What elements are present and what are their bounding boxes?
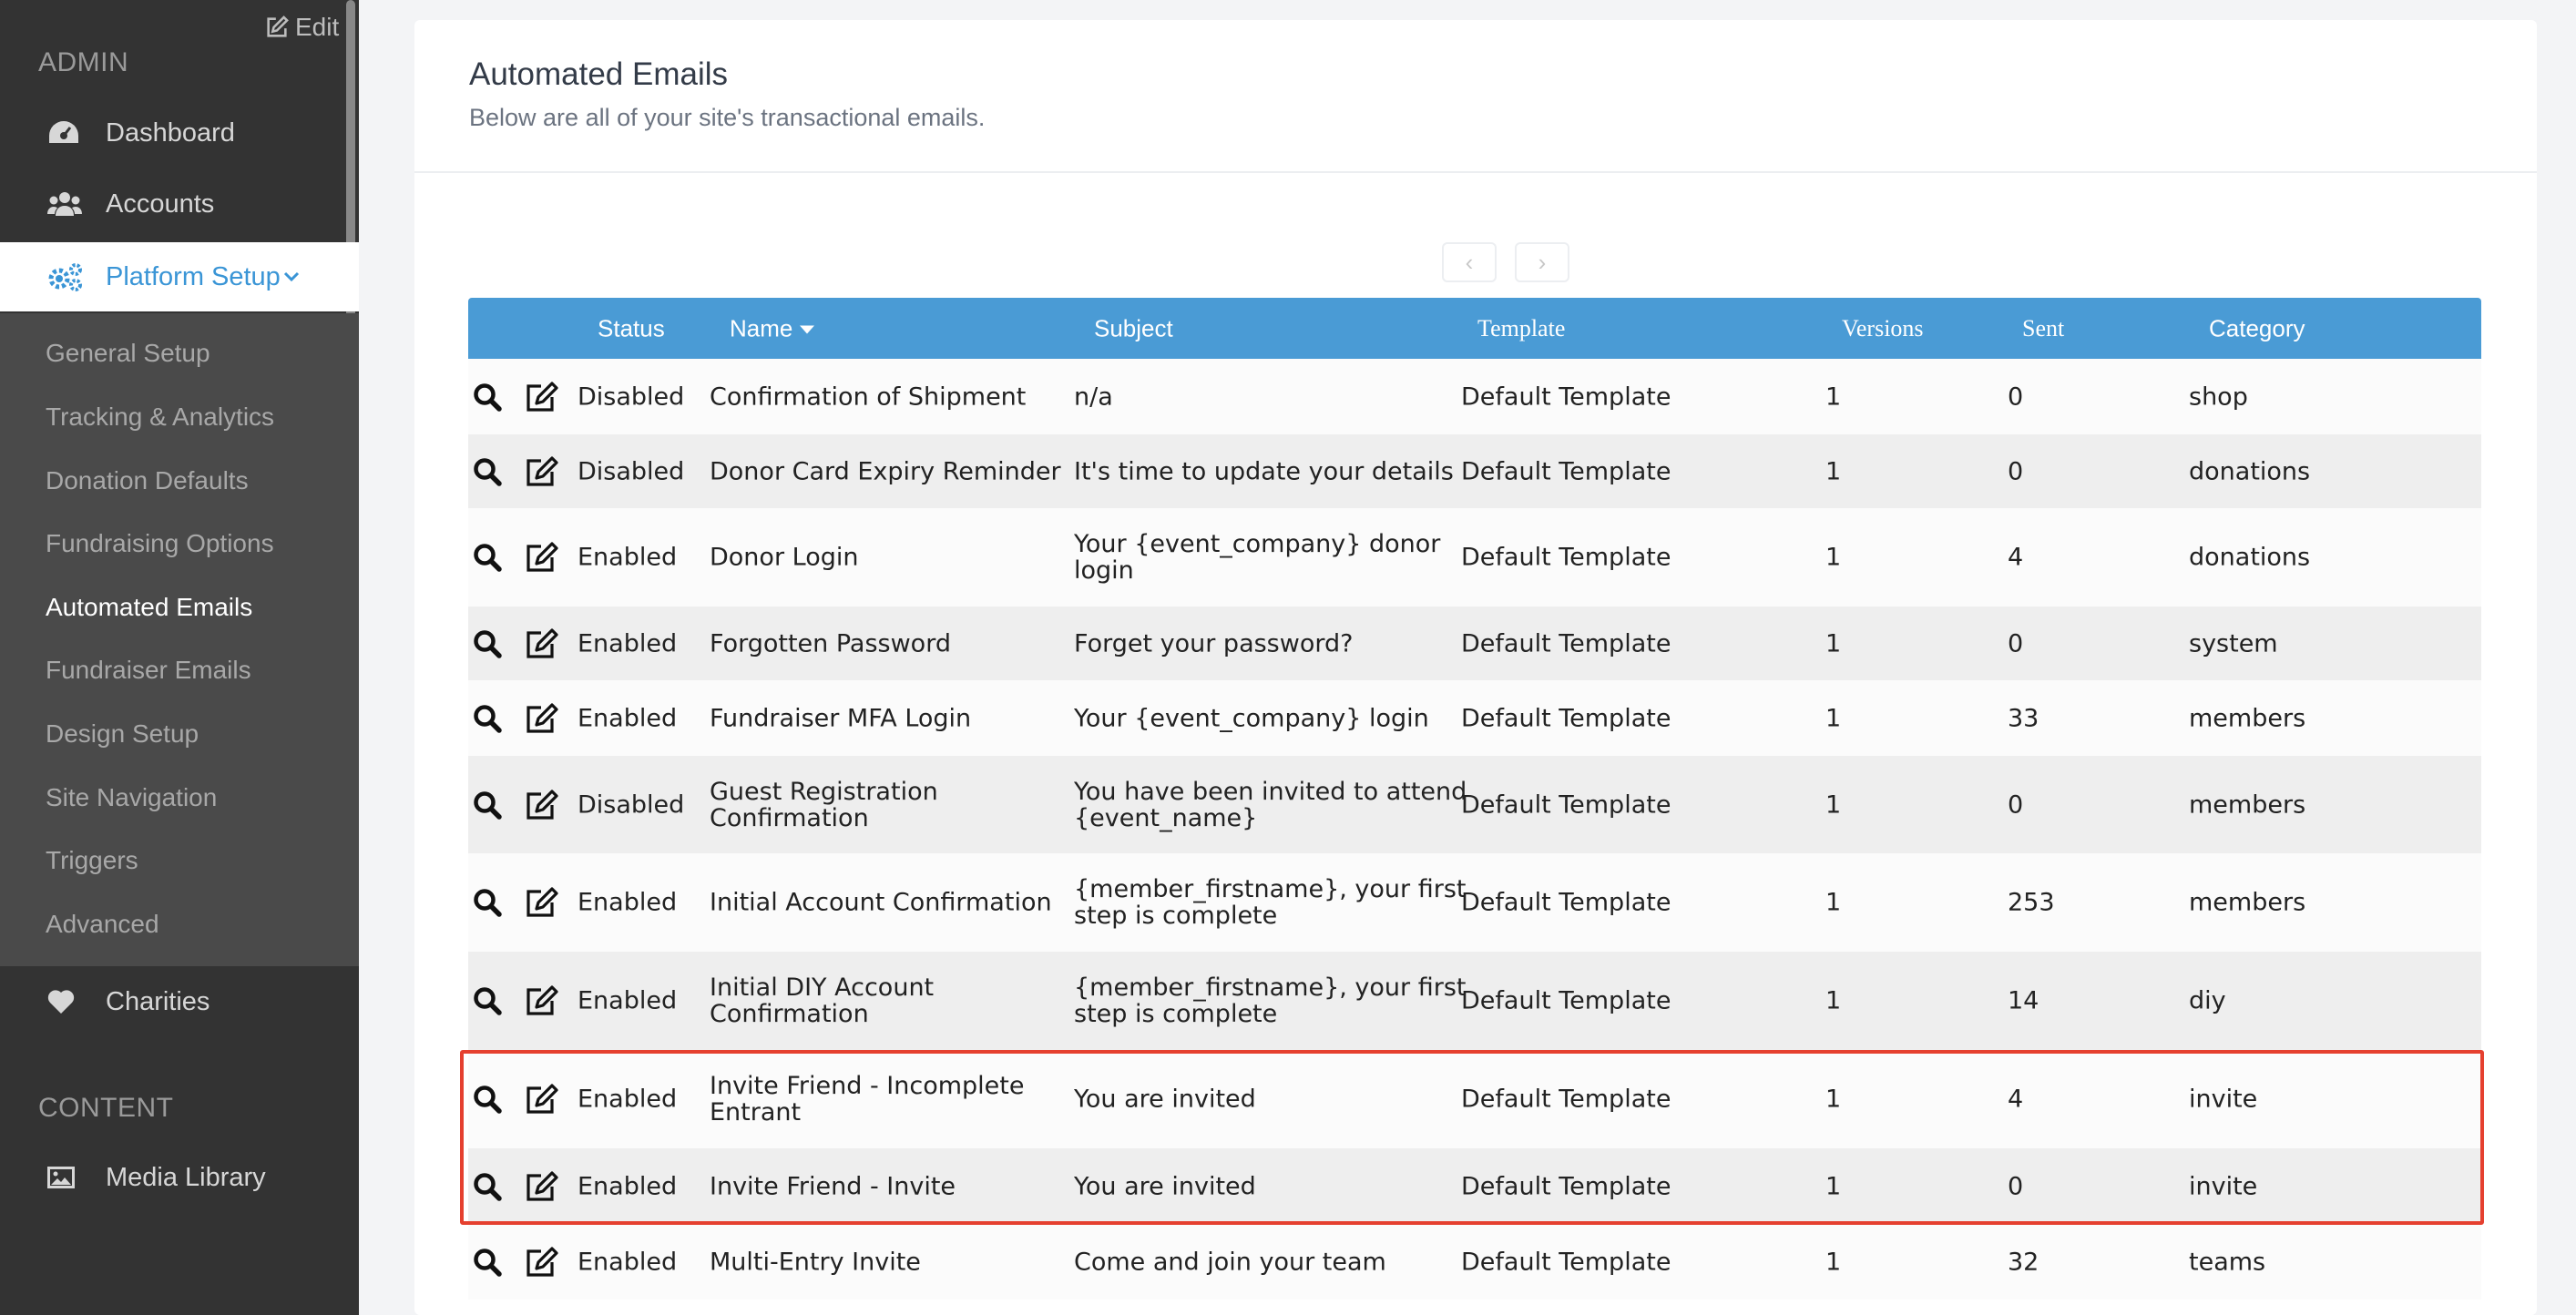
edit-icon xyxy=(525,1247,559,1278)
edit-button[interactable] xyxy=(525,1084,559,1115)
column-versions[interactable]: Versions xyxy=(1842,314,1924,341)
edit-icon xyxy=(525,790,559,821)
search-icon xyxy=(473,629,502,658)
row-name-line: Confirmation of Shipment xyxy=(710,382,1027,411)
admin-section-label: ADMIN xyxy=(38,47,129,77)
edit-icon xyxy=(525,703,559,734)
submenu-triggers[interactable]: Triggers xyxy=(46,846,138,874)
row-subject-line: {event_name} xyxy=(1074,803,1258,832)
nav-dashboard[interactable] xyxy=(0,98,359,168)
row-name-line: Invite Friend - Incomplete xyxy=(710,1072,1025,1100)
edit-button[interactable] xyxy=(525,1247,559,1278)
row-subject xyxy=(1074,1249,1386,1275)
row-versions: 1 xyxy=(1825,704,1842,732)
submenu-tracking-analytics[interactable]: Tracking & Analytics xyxy=(46,403,275,431)
row-subject-line: n/a xyxy=(1074,382,1113,411)
edit-icon xyxy=(525,456,559,487)
row-category: shop xyxy=(2189,382,2248,411)
submenu-donation-defaults[interactable]: Donation Defaults xyxy=(46,466,249,494)
row-sent: 0 xyxy=(2008,790,2024,819)
row-sent: 33 xyxy=(2008,704,2039,732)
row-template: Default Template xyxy=(1461,1248,1671,1276)
row-name xyxy=(710,974,934,1027)
submenu-site-navigation[interactable]: Site Navigation xyxy=(46,783,218,811)
row-subject xyxy=(1074,531,1440,584)
row-status: Enabled xyxy=(578,1085,678,1114)
table-row xyxy=(468,1050,2481,1148)
nav-media-library-label: Media Library xyxy=(106,1162,266,1192)
row-name xyxy=(710,779,938,831)
row-versions: 1 xyxy=(1825,382,1842,411)
search-icon xyxy=(473,888,502,917)
row-template: Default Template xyxy=(1461,888,1671,917)
row-status: Enabled xyxy=(578,1248,678,1276)
row-subject-line: It's time to update your details xyxy=(1074,457,1454,485)
search-icon xyxy=(473,457,502,486)
row-category: diy xyxy=(2189,986,2226,1015)
row-name-line: Entrant xyxy=(710,1098,802,1126)
row-subject xyxy=(1074,1173,1256,1199)
row-name-line: Confirmation xyxy=(710,1000,869,1028)
edit-icon xyxy=(525,985,559,1016)
row-versions: 1 xyxy=(1825,1085,1842,1114)
view-button[interactable] xyxy=(473,704,502,733)
page-title: Automated Emails xyxy=(469,56,729,92)
edit-icon xyxy=(525,628,559,659)
row-subject-line: {member_firstname}, your first xyxy=(1074,875,1467,903)
row-name-line: Donor Login xyxy=(710,543,859,572)
row-sent: 253 xyxy=(2008,888,2055,917)
row-subject xyxy=(1074,974,1466,1027)
view-button[interactable] xyxy=(473,888,502,917)
row-template: Default Template xyxy=(1461,457,1671,485)
row-template: Default Template xyxy=(1461,1172,1671,1200)
row-status: Disabled xyxy=(578,457,685,485)
row-subject-line: step is complete xyxy=(1074,1000,1278,1028)
row-name-line: Invite Friend - Invite xyxy=(710,1172,956,1200)
table-row xyxy=(468,680,2481,756)
edit-button[interactable] xyxy=(525,542,559,573)
view-button[interactable] xyxy=(473,790,502,820)
row-name-line: Initial DIY Account xyxy=(710,974,935,1002)
row-name-line: Forgotten Password xyxy=(710,629,951,658)
row-subject-line: step is complete xyxy=(1074,902,1278,930)
search-icon xyxy=(473,1085,502,1114)
row-template: Default Template xyxy=(1461,382,1671,411)
row-status: Enabled xyxy=(578,704,678,732)
row-subject xyxy=(1074,630,1353,657)
pager-prev-button[interactable]: ‹ xyxy=(1442,242,1497,282)
table-header xyxy=(468,298,2481,359)
row-subject-line: Your {event_company} login xyxy=(1074,704,1429,732)
platform-setup-submenu xyxy=(0,313,359,966)
row-status: Enabled xyxy=(578,543,678,572)
row-subject xyxy=(1074,383,1113,410)
search-icon xyxy=(473,1172,502,1201)
row-name xyxy=(710,705,971,731)
row-name xyxy=(710,545,858,571)
table-row xyxy=(468,607,2481,680)
column-category[interactable]: Category xyxy=(2209,314,2305,341)
row-subject-line: You are invited xyxy=(1074,1085,1256,1114)
row-category: invite xyxy=(2189,1085,2258,1114)
row-name-line: Guest Registration xyxy=(710,777,938,806)
row-versions: 1 xyxy=(1825,888,1842,917)
row-subject-line: Come and join your team xyxy=(1074,1248,1386,1276)
row-sent: 32 xyxy=(2008,1248,2039,1276)
row-name xyxy=(710,1073,1024,1126)
search-icon xyxy=(473,986,502,1015)
table-body xyxy=(468,359,2481,1300)
edit-icon xyxy=(525,1171,559,1202)
row-versions: 1 xyxy=(1825,1248,1842,1276)
row-status: Enabled xyxy=(578,629,678,658)
edit-button[interactable] xyxy=(525,790,559,821)
row-name-line: Confirmation xyxy=(710,803,869,832)
submenu-general-setup[interactable]: General Setup xyxy=(46,339,210,367)
nav-platform-setup-label: Platform Setup xyxy=(106,261,281,291)
table-row xyxy=(468,508,2481,607)
users-icon xyxy=(47,190,82,218)
table-row xyxy=(468,1224,2481,1300)
search-icon xyxy=(473,704,502,733)
row-sent: 0 xyxy=(2008,457,2024,485)
gears-icon xyxy=(47,262,84,291)
row-sent: 0 xyxy=(2008,1172,2024,1200)
edit-button[interactable] xyxy=(525,1171,559,1202)
card-divider xyxy=(414,171,2537,173)
edit-button[interactable] xyxy=(525,985,559,1016)
view-button[interactable] xyxy=(473,629,502,658)
edit-label: Edit xyxy=(295,13,340,41)
nav-platform-setup[interactable] xyxy=(0,242,359,311)
row-versions: 1 xyxy=(1825,543,1842,572)
pager-next-button[interactable]: › xyxy=(1515,242,1569,282)
edit-link[interactable] xyxy=(264,13,339,42)
submenu-fundraiser-emails[interactable]: Fundraiser Emails xyxy=(46,656,251,684)
row-template: Default Template xyxy=(1461,790,1671,819)
row-category: donations xyxy=(2189,543,2311,572)
row-status: Disabled xyxy=(578,382,685,411)
nav-charities-label: Charities xyxy=(106,986,210,1016)
row-versions: 1 xyxy=(1825,629,1842,658)
view-button[interactable] xyxy=(473,457,502,486)
row-versions: 1 xyxy=(1825,986,1842,1015)
submenu-fundraising-options[interactable]: Fundraising Options xyxy=(46,529,274,557)
table-row xyxy=(468,952,2481,1050)
content-section-label: CONTENT xyxy=(38,1093,174,1123)
edit-button[interactable] xyxy=(525,628,559,659)
row-versions: 1 xyxy=(1825,457,1842,485)
edit-icon xyxy=(525,542,559,573)
view-button[interactable] xyxy=(473,1172,502,1201)
image-icon xyxy=(47,1167,75,1188)
column-template[interactable]: Template xyxy=(1477,314,1566,341)
edit-icon xyxy=(525,382,559,413)
row-name xyxy=(710,630,951,657)
edit-icon xyxy=(264,15,290,40)
table-row xyxy=(468,1148,2481,1224)
page-subtitle: Below are all of your site's transactional emails. xyxy=(469,104,986,131)
column-name[interactable] xyxy=(730,314,814,342)
row-subject xyxy=(1074,705,1429,731)
row-template: Default Template xyxy=(1461,629,1671,658)
row-sent: 0 xyxy=(2008,629,2024,658)
row-subject xyxy=(1074,1086,1256,1113)
row-subject xyxy=(1074,779,1467,831)
row-name-line: Donor Card Expiry Reminder xyxy=(710,457,1061,485)
row-subject-line: You have been invited to attend xyxy=(1074,777,1467,806)
row-category: donations xyxy=(2189,457,2311,485)
submenu-design-setup[interactable]: Design Setup xyxy=(46,719,199,748)
dashboard-icon xyxy=(47,119,80,147)
row-name xyxy=(710,1173,956,1199)
row-sent: 0 xyxy=(2008,382,2024,411)
table-row xyxy=(468,853,2481,952)
search-icon xyxy=(473,382,502,412)
emails-table xyxy=(468,298,2481,1300)
view-button[interactable] xyxy=(473,1085,502,1114)
nav-dashboard-label: Dashboard xyxy=(106,117,235,148)
row-status: Disabled xyxy=(578,790,685,819)
row-name xyxy=(710,383,1026,410)
heart-icon xyxy=(47,989,75,1014)
row-name-line: Multi-Entry Invite xyxy=(710,1248,921,1276)
row-category: members xyxy=(2189,790,2306,819)
search-icon xyxy=(473,790,502,820)
row-versions: 1 xyxy=(1825,1172,1842,1200)
edit-button[interactable] xyxy=(525,456,559,487)
row-sent: 4 xyxy=(2008,543,2024,572)
row-subject-line: Forget your password? xyxy=(1074,629,1354,658)
row-status: Enabled xyxy=(578,888,678,917)
sidebar xyxy=(0,0,359,1315)
row-sent: 14 xyxy=(2008,986,2039,1015)
view-button[interactable] xyxy=(473,543,502,572)
edit-icon xyxy=(525,1084,559,1115)
row-name xyxy=(710,1249,921,1275)
row-status: Enabled xyxy=(578,986,678,1015)
table-row xyxy=(468,359,2481,434)
submenu-automated-emails[interactable]: Automated Emails xyxy=(46,593,253,621)
view-button[interactable] xyxy=(473,1248,502,1277)
column-name-label: Name xyxy=(730,314,793,341)
row-sent: 4 xyxy=(2008,1085,2024,1114)
edit-button[interactable] xyxy=(525,703,559,734)
row-name xyxy=(710,458,1061,484)
row-subject-line: login xyxy=(1074,556,1134,585)
nav-charities[interactable] xyxy=(0,967,359,1036)
row-category: members xyxy=(2189,704,2306,732)
row-versions: 1 xyxy=(1825,790,1842,819)
row-template: Default Template xyxy=(1461,986,1671,1015)
row-subject-line: {member_firstname}, your first xyxy=(1074,974,1467,1002)
row-template: Default Template xyxy=(1461,1085,1671,1114)
row-name xyxy=(710,890,1052,916)
column-status[interactable]: Status xyxy=(598,314,665,341)
row-subject-line: Your {event_company} donor xyxy=(1074,530,1441,558)
edit-button[interactable] xyxy=(525,382,559,413)
search-icon xyxy=(473,1248,502,1277)
row-template: Default Template xyxy=(1461,543,1671,572)
edit-button[interactable] xyxy=(525,887,559,918)
table-row xyxy=(468,756,2481,853)
row-status: Enabled xyxy=(578,1172,678,1200)
row-template: Default Template xyxy=(1461,704,1671,732)
row-category: system xyxy=(2189,629,2278,658)
view-button[interactable] xyxy=(473,382,502,412)
sort-desc-icon xyxy=(800,326,814,334)
row-name-line: Fundraiser MFA Login xyxy=(710,704,972,732)
column-subject[interactable]: Subject xyxy=(1094,314,1173,341)
table-row xyxy=(468,434,2481,508)
row-subject xyxy=(1074,458,1454,484)
search-icon xyxy=(473,543,502,572)
column-sent[interactable]: Sent xyxy=(2022,314,2065,341)
nav-media-library[interactable] xyxy=(0,1143,359,1212)
nav-accounts-label: Accounts xyxy=(106,189,215,219)
chevron-down-icon xyxy=(282,268,301,286)
row-category: members xyxy=(2189,888,2306,917)
row-subject-line: You are invited xyxy=(1074,1172,1256,1200)
row-category: invite xyxy=(2189,1172,2258,1200)
submenu-advanced[interactable]: Advanced xyxy=(46,910,159,938)
edit-icon xyxy=(525,887,559,918)
row-subject xyxy=(1074,876,1466,929)
nav-accounts[interactable] xyxy=(0,169,359,239)
row-category: teams xyxy=(2189,1248,2266,1276)
view-button[interactable] xyxy=(473,986,502,1015)
row-name-line: Initial Account Confirmation xyxy=(710,888,1052,917)
